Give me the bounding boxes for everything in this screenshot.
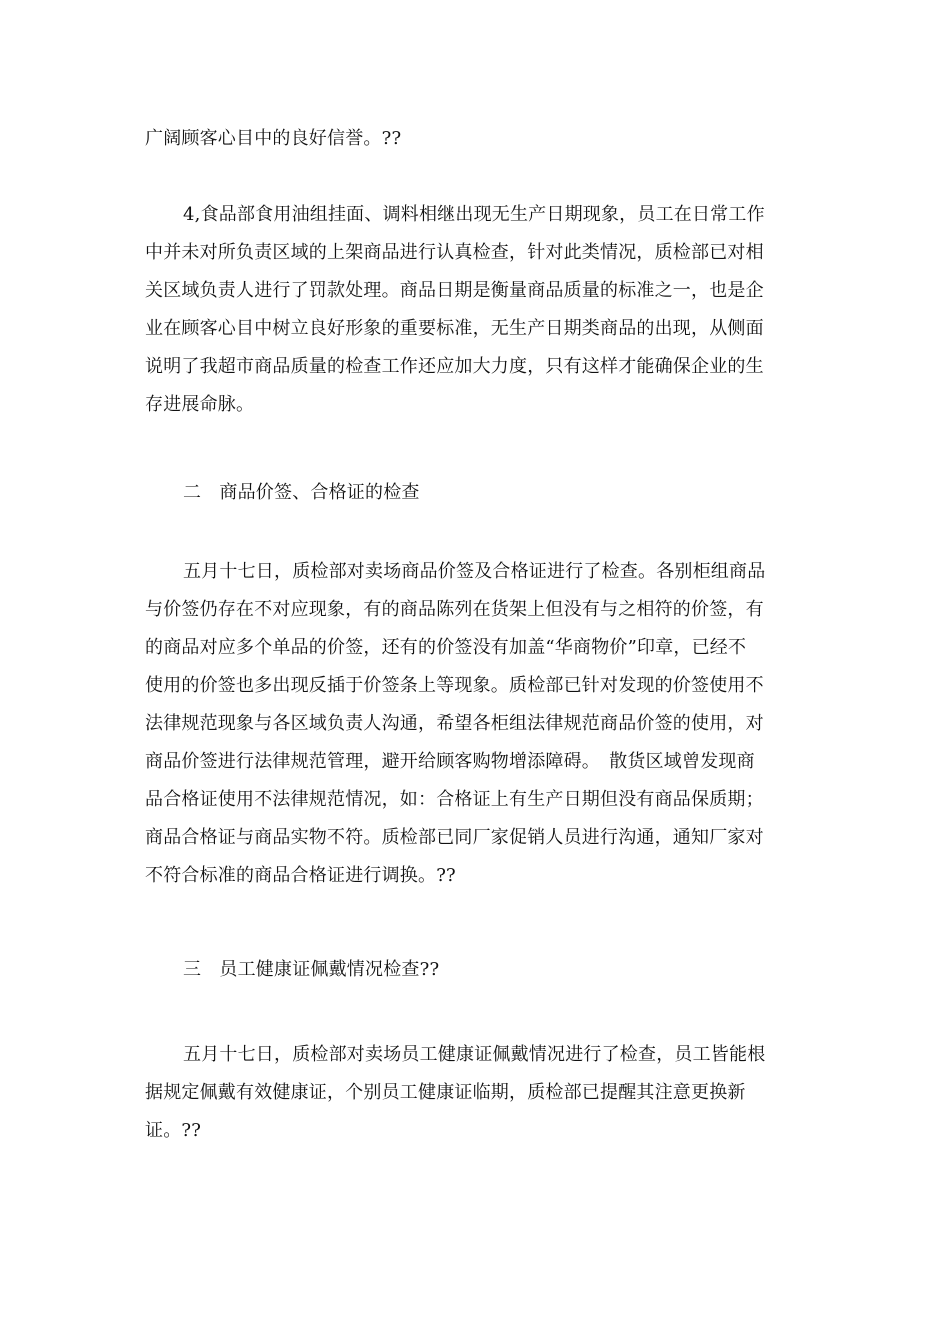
paragraph-line: 不符合标准的商品合格证进行调换。?? (145, 865, 456, 886)
paragraph-line: 商品价签进行法律规范管理，避开给顾客购物增添障碍。 散货区域曾发现商 (145, 751, 755, 772)
paragraph-line: 据规定佩戴有效健康证，个别员工健康证临期，质检部已提醒其注意更换新 (145, 1082, 746, 1103)
paragraph-line: 4,食品部食用油组挂面、调料相继出现无生产日期现象，员工在日常工作 (183, 204, 765, 225)
paragraph-line: 与价签仍存在不对应现象，有的商品陈列在货架上但没有与之相符的价签，有 (145, 599, 764, 620)
section-heading: 三 员工健康证佩戴情况检查?? (183, 959, 440, 980)
paragraph-line: 五月十七日，质检部对卖场员工健康证佩戴情况进行了检查，员工皆能根 (183, 1044, 766, 1065)
paragraph-line: 中并未对所负责区域的上架商品进行认真检查，针对此类情况，质检部已对相 (145, 242, 764, 263)
paragraph-line: 说明了我超市商品质量的检查工作还应加大力度，只有这样才能确保企业的生 (145, 356, 764, 377)
paragraph-line: 关区域负责人进行了罚款处理。商品日期是衡量商品质量的标准之一，也是企 (145, 280, 764, 301)
paragraph-line: 的商品对应多个单品的价签，还有的价签没有加盖“华商物价”印章，已经不 (145, 637, 747, 658)
paragraph-line: 业在顾客心目中树立良好形象的重要标准，无生产日期类商品的出现，从侧面 (145, 318, 764, 339)
paragraph-line: 法律规范现象与各区域负责人沟通，希望各柜组法律规范商品价签的使用，对 (145, 713, 764, 734)
paragraph-line: 存进展命脉。 (145, 394, 255, 415)
paragraph-line: 使用的价签也多出现反插于价签条上等现象。质检部已针对发现的价签使用不 (145, 675, 764, 696)
paragraph-line: 证。?? (145, 1120, 202, 1141)
paragraph-line: 品合格证使用不法律规范情况，如：合格证上有生产日期但没有商品保质期； (145, 789, 764, 810)
paragraph-line: 广阔顾客心目中的良好信誉。?? (145, 128, 402, 149)
paragraph-line: 商品合格证与商品实物不符。质检部已同厂家促销人员进行沟通，通知厂家对 (145, 827, 764, 848)
section-heading: 二 商品价签、合格证的检查 (183, 482, 420, 503)
paragraph-line: 五月十七日，质检部对卖场商品价签及合格证进行了检查。各别柜组商品 (183, 561, 766, 582)
